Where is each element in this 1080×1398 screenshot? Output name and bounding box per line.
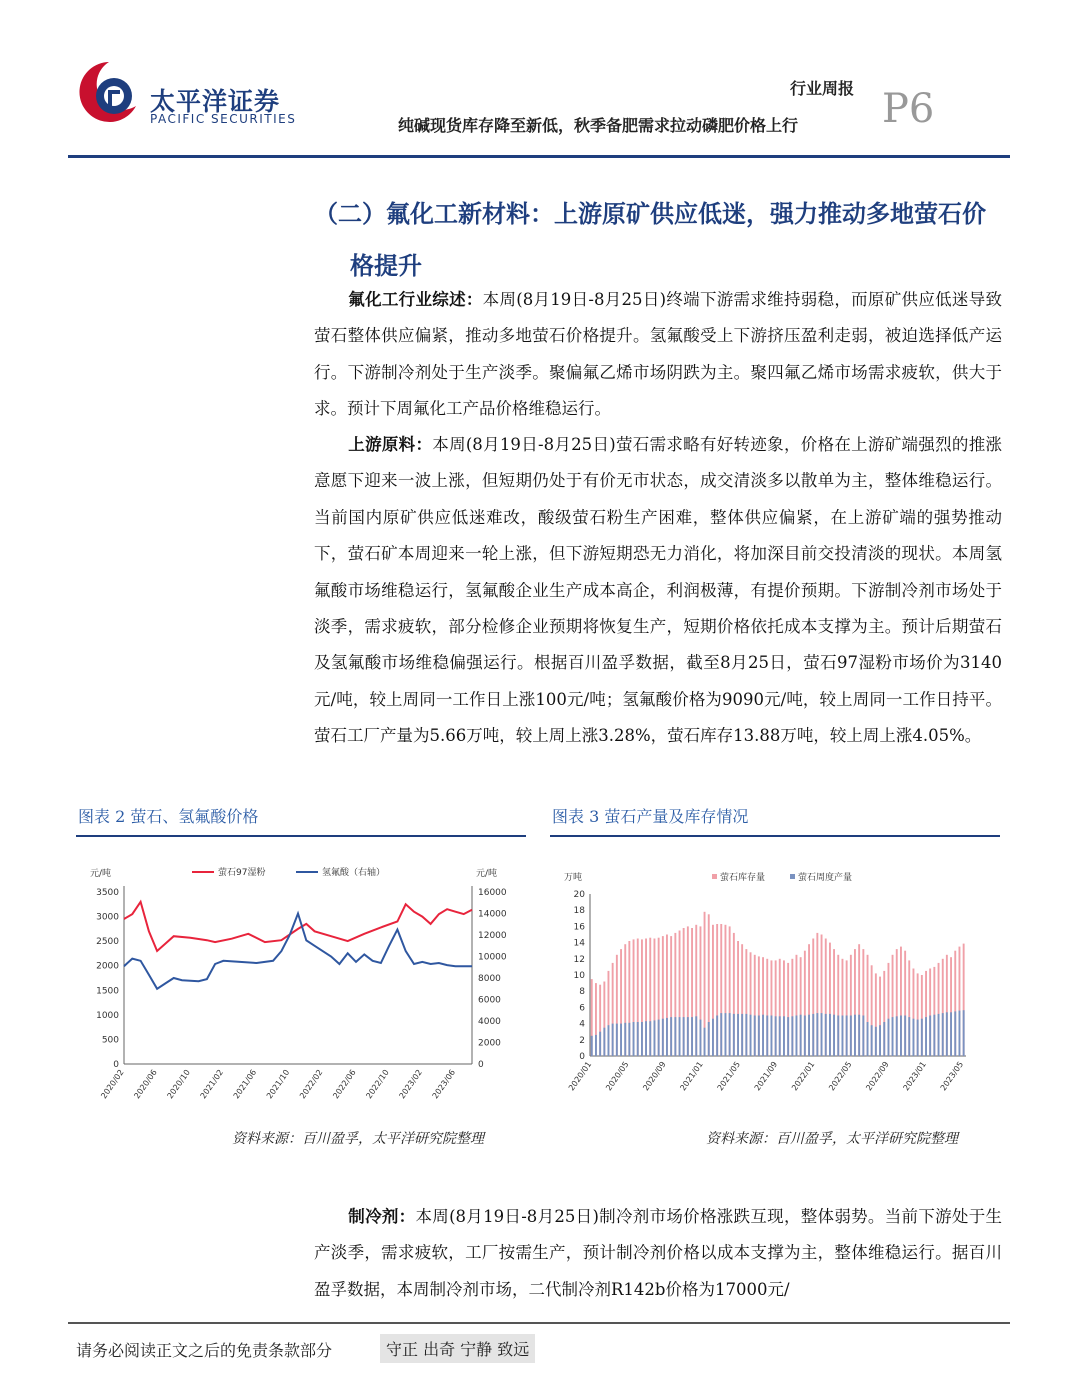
output-bar <box>645 1021 647 1056</box>
x-tick-label: 2022/06 <box>331 1067 358 1101</box>
legend-label: 萤石库存量 <box>720 873 766 883</box>
series-line-2 <box>124 914 472 989</box>
paragraph-body: 本周(8月19日-8月25日)制冷剂市场价格涨跌互现，整体弱势。当前下游处于生产淡季，需求疲软，工厂按需生产，预计制冷剂价格以成本支撑为主，整体维稳运行。据百川盈孚数据，本周制冷剂市场，二代制冷剂R142b价格为17000元/ <box>314 1207 1003 1299</box>
x-tick-label: 2020/09 <box>641 1059 668 1093</box>
legend-label: 萤石97湿粉 <box>218 868 266 878</box>
output-bar <box>804 1016 806 1057</box>
x-tick-label: 2020/01 <box>566 1059 594 1093</box>
figure-3-title: 图表 3 萤石产量及库存情况 <box>552 807 749 826</box>
figure-3-source: 资料来源：百川盈孚，太平洋研究院整理 <box>706 1131 958 1147</box>
output-bar <box>938 1014 940 1056</box>
brand-logo <box>76 58 376 138</box>
report-type: 行业周报 <box>790 79 855 98</box>
y-tick-label: 6 <box>579 1003 585 1014</box>
legend-swatch <box>790 874 795 879</box>
paragraph-body: 本周(8月19日-8月25日)终端下游需求维持弱稳，而原矿供应低迷导致萤石整体供应偏紧，推动多地萤石价格提升。氢氟酸受上下游挤压盈利走弱，被迫选择低产运行。下游制冷剂处于生产淡季。聚偏氟乙烯市场阴跌为主。聚四氟乙烯市场需求疲软，供大于求。预计下周氟化工产品价格维稳运行。 <box>314 290 1003 419</box>
x-tick-label: 2022/10 <box>364 1067 391 1101</box>
output-bar <box>800 1015 802 1056</box>
y-tick-label: 4 <box>579 1019 585 1030</box>
right-tick-label: 6000 <box>478 995 501 1006</box>
right-tick-label: 10000 <box>478 952 507 963</box>
pacific-securities-logo-icon <box>76 58 142 130</box>
output-bar <box>758 1016 760 1057</box>
y-tick-label: 20 <box>573 890 585 900</box>
output-bar <box>871 1025 873 1056</box>
right-axis-unit: 元/吨 <box>476 869 498 879</box>
y-tick-label: 2 <box>579 1035 585 1046</box>
output-bar <box>816 1013 818 1056</box>
output-bar <box>695 1016 697 1056</box>
legend-label: 萤石周度产量 <box>798 873 853 883</box>
output-bar <box>754 1016 756 1057</box>
output-bar <box>658 1020 660 1056</box>
output-bar <box>875 1027 877 1056</box>
output-bar <box>649 1021 651 1056</box>
output-bar <box>654 1020 656 1056</box>
left-tick-label: 1000 <box>96 1010 119 1021</box>
output-bar <box>687 1017 689 1056</box>
output-bar <box>779 1016 781 1056</box>
output-bar <box>892 1017 894 1056</box>
output-bar <box>716 1016 718 1057</box>
x-tick-label: 2022/01 <box>790 1059 817 1093</box>
output-bar <box>829 1014 831 1056</box>
output-bar <box>825 1014 827 1056</box>
figure-3-rule <box>550 835 1000 837</box>
header-divider <box>68 155 1010 158</box>
left-tick-label: 3500 <box>96 888 119 898</box>
right-tick-label: 14000 <box>478 909 507 920</box>
paragraph-lead: 制冷剂： <box>348 1207 416 1226</box>
output-bar <box>883 1022 885 1056</box>
y-tick-label: 12 <box>573 954 585 965</box>
output-bar <box>925 1017 927 1056</box>
output-bar <box>783 1016 785 1056</box>
output-bar <box>896 1016 898 1056</box>
output-bar <box>959 1011 961 1056</box>
output-bar <box>846 1016 848 1057</box>
left-tick-label: 1500 <box>96 986 119 997</box>
paragraph-refrigerant <box>314 1199 1002 1308</box>
paragraph-body: 本周(8月19日-8月25日)萤石需求略有好转迹象，价格在上游矿端强烈的推涨意愿下迎来一波上涨，但短期仍处于有价无市状态，成交清淡多以散单为主，整体维稳运行。当前国内原矿供应低迷难改，酸级萤石粉生产困难，整体供应偏紧，在上游矿端的强势推动下，萤石矿本周迎来一轮上涨，但下游短期恐无力消化，将加深目前交投清淡的现状。本周氢氟酸市场维稳运行，氢氟酸企业生产成本高企，利润极薄，有提价预期。下游制冷剂市场处于淡季，需求疲软，部分检修企业预期将恢复生产，短期价格依托成本支撑为主。预计后期萤石及氢氟酸市场维稳偏强运行。根据百川盈孚数据，截至8月25日，萤石97湿粉市场价为3140元/吨，较上周同一工作日上涨100元/吨；氢氟酸价格为9090元/吨，较上周同一工作日持平。萤石工厂产量为5.66万吨，较上周上涨3.28%，萤石库存13.88万吨，较上周上涨4.05%。 <box>314 435 1003 746</box>
x-tick-label: 2020/06 <box>132 1067 159 1101</box>
output-bar <box>791 1016 793 1056</box>
output-bar <box>900 1016 902 1057</box>
output-bar <box>963 1010 965 1056</box>
output-bar <box>595 1035 597 1056</box>
output-bar <box>737 1014 739 1056</box>
output-bar <box>954 1011 956 1056</box>
output-bar <box>904 1016 906 1057</box>
output-bar <box>720 1013 722 1056</box>
output-bar <box>683 1017 685 1056</box>
section-title <box>314 188 1014 292</box>
x-tick-label: 2021/05 <box>715 1059 743 1093</box>
output-bar <box>850 1016 852 1057</box>
left-tick-label: 2000 <box>96 961 119 972</box>
x-tick-label: 2023/02 <box>397 1067 424 1101</box>
legend-swatch <box>712 874 717 879</box>
output-bar <box>745 1014 747 1056</box>
output-bar <box>867 1022 869 1056</box>
output-bar <box>670 1017 672 1056</box>
output-bar <box>608 1025 610 1056</box>
footer-divider <box>68 1322 1010 1324</box>
x-tick-label: 2023/01 <box>901 1059 928 1093</box>
footer-motto: 守正 出奇 宁静 致远 <box>380 1334 535 1363</box>
x-tick-label: 2020/05 <box>604 1059 631 1093</box>
output-bar <box>913 1019 915 1056</box>
x-tick-label: 2021/10 <box>264 1067 292 1101</box>
y-tick-label: 18 <box>573 906 585 917</box>
output-bar <box>750 1015 752 1056</box>
right-tick-label: 4000 <box>478 1017 501 1027</box>
y-tick-label: 10 <box>573 971 585 981</box>
output-bar <box>628 1023 630 1056</box>
output-bar <box>700 1020 702 1056</box>
output-bar <box>933 1015 935 1056</box>
output-bar <box>704 1028 706 1056</box>
output-bar <box>712 1019 714 1056</box>
output-bar <box>620 1024 622 1056</box>
x-tick-label: 2021/06 <box>231 1067 259 1101</box>
output-bar <box>888 1019 890 1056</box>
x-tick-label: 2022/05 <box>827 1059 854 1093</box>
output-bar <box>679 1017 681 1056</box>
output-bar <box>762 1015 764 1056</box>
output-bar <box>674 1017 676 1056</box>
left-tick-label: 2500 <box>96 937 119 948</box>
paragraph-lead: 氟化工行业综述： <box>348 290 483 309</box>
output-bar <box>603 1028 605 1056</box>
output-bar <box>729 1013 731 1056</box>
output-bar <box>691 1017 693 1056</box>
y-tick-label: 14 <box>573 938 585 949</box>
output-bar <box>708 1022 710 1056</box>
output-bar <box>917 1020 919 1056</box>
paragraph-upstream <box>314 427 1002 755</box>
paragraph-overview <box>314 282 1002 428</box>
output-bar <box>858 1015 860 1056</box>
output-bar <box>942 1013 944 1056</box>
output-bar <box>591 1036 593 1056</box>
right-tick-label: 16000 <box>478 888 507 898</box>
series-line-1 <box>124 902 472 951</box>
output-bar <box>662 1019 664 1056</box>
section-title-line1: （二）氟化工新材料：上游原矿供应低迷，强力推动多地萤石价 <box>314 199 986 228</box>
paragraph-lead: 上游原料： <box>348 435 433 454</box>
y-tick-label: 0 <box>579 1052 585 1062</box>
output-bar <box>612 1024 614 1056</box>
output-bar <box>666 1018 668 1056</box>
y-axis-unit: 万吨 <box>564 873 583 883</box>
right-tick-label: 12000 <box>478 931 507 941</box>
output-bar <box>796 1016 798 1057</box>
x-tick-label: 2020/10 <box>165 1067 192 1101</box>
brand-name-en: PACIFIC SECURITIES <box>150 112 297 126</box>
output-bar <box>929 1016 931 1057</box>
x-tick-label: 2021/01 <box>678 1059 705 1093</box>
output-bar <box>599 1032 601 1056</box>
output-bar <box>616 1024 618 1056</box>
figure-2-source: 资料来源：百川盈孚，太平洋研究院整理 <box>232 1131 484 1147</box>
x-tick-label: 2021/02 <box>198 1067 226 1101</box>
footer-disclaimer: 请务必阅读正文之后的免责条款部分 <box>76 1341 333 1360</box>
brand-name-cn: 太平洋证券 <box>150 87 281 116</box>
x-tick-label: 2023/06 <box>430 1067 458 1101</box>
output-bar <box>833 1015 835 1056</box>
output-bar <box>775 1016 777 1056</box>
output-bar <box>741 1014 743 1056</box>
output-bar <box>733 1014 735 1056</box>
output-bar <box>862 1016 864 1057</box>
output-bar <box>837 1016 839 1057</box>
x-tick-label: 2022/09 <box>864 1059 891 1093</box>
left-tick-label: 3000 <box>96 912 119 923</box>
right-tick-label: 8000 <box>478 974 501 984</box>
output-bar <box>808 1015 810 1056</box>
output-bar <box>921 1019 923 1056</box>
output-bar <box>725 1013 727 1056</box>
figure-2-rule <box>76 835 526 837</box>
fluorite-output-inventory-chart <box>550 840 1000 1110</box>
left-tick-label: 0 <box>113 1060 119 1070</box>
output-bar <box>771 1016 773 1057</box>
output-bar <box>879 1025 881 1056</box>
output-bar <box>633 1022 635 1056</box>
x-tick-label: 2022/02 <box>298 1067 325 1101</box>
figure-2-title: 图表 2 萤石、氢氟酸价格 <box>78 807 259 826</box>
y-tick-label: 16 <box>573 922 585 933</box>
fluorite-hf-price-chart <box>76 840 526 1110</box>
output-bar <box>854 1015 856 1056</box>
left-axis-unit: 元/吨 <box>90 869 112 879</box>
x-tick-label: 2023/05 <box>938 1059 966 1093</box>
page-number: P6 <box>882 86 935 132</box>
output-bar <box>842 1016 844 1057</box>
x-tick-label: 2020/02 <box>99 1067 126 1101</box>
section-title-line2: 格提升 <box>350 251 422 280</box>
x-tick-label: 2021/09 <box>752 1059 780 1093</box>
output-bar <box>624 1023 626 1056</box>
y-tick-label: 8 <box>579 987 585 998</box>
right-tick-label: 2000 <box>478 1038 501 1049</box>
output-bar <box>812 1014 814 1056</box>
output-bar <box>641 1022 643 1056</box>
report-title: 纯碱现货库存降至新低，秋季备肥需求拉动磷肥价格上行 <box>398 116 799 135</box>
left-tick-label: 500 <box>101 1035 119 1046</box>
output-bar <box>766 1016 768 1057</box>
right-tick-label: 0 <box>478 1060 484 1070</box>
output-bar <box>946 1012 948 1056</box>
output-bar <box>821 1013 823 1056</box>
output-bar <box>637 1022 639 1056</box>
legend-label: 氢氟酸（右轴） <box>322 868 386 878</box>
output-bar <box>787 1017 789 1056</box>
output-bar <box>908 1017 910 1056</box>
output-bar <box>950 1012 952 1056</box>
